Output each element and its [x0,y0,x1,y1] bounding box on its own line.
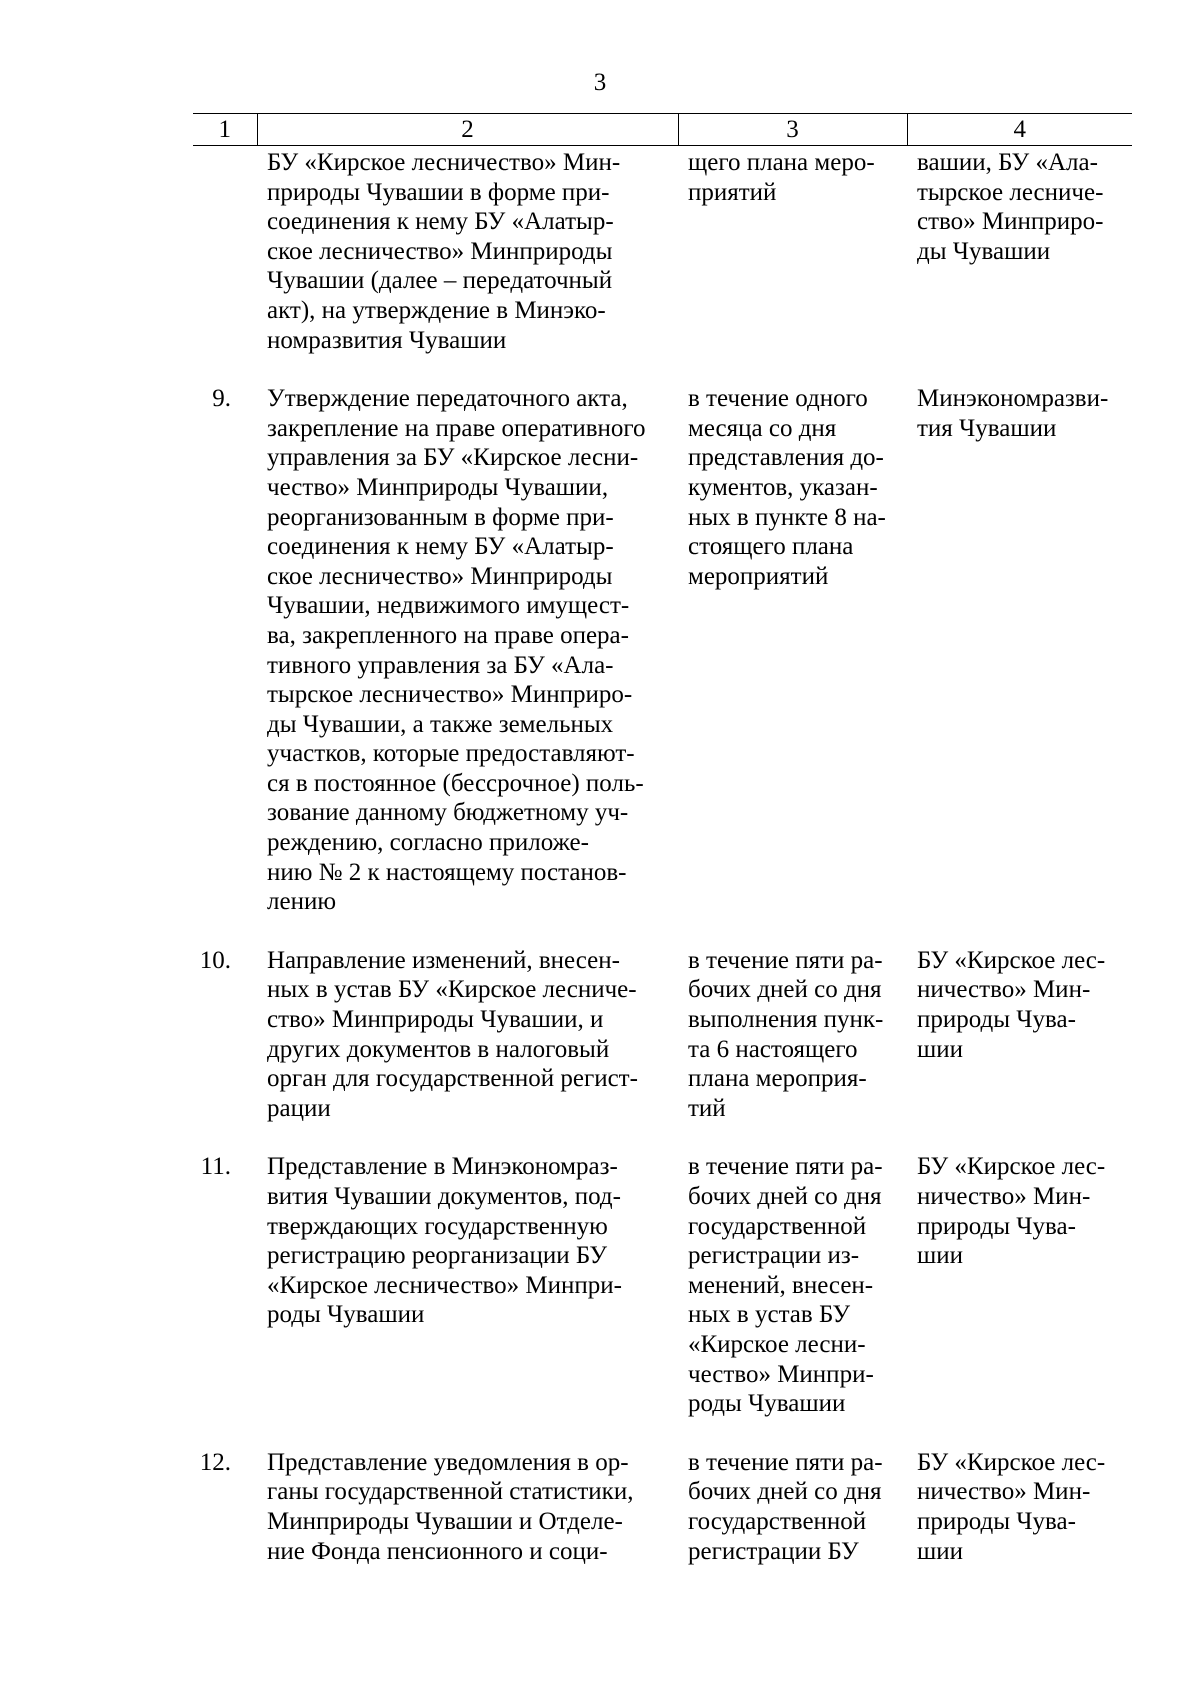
row-term: в течение одного месяца со дня представления до- кументов, указан- ных в пункте 8 на- стоящего плана мероприятий [688,385,886,590]
table-header [193,114,1132,146]
row-responsible: БУ «Кирское лес- ничество» Мин- природы Чува- шии [917,946,1106,1063]
row-term: в течение пяти ра- бочих дней со дня государственной регистрации из- менений, внесен- ных в устав БУ «Кирское лесни- чество» Минпри- роды Чувашии [688,1153,883,1418]
row-description: Утверждение передаточного акта, закрепление на праве оперативного управления за БУ «Кирское лесни- чество» Минприроды Чувашии, реорганизованным в форме при- соединения к нему БУ «Алатыр- ское лесничество» Минприроды Чувашии, недвижимого имущест- ва, закрепленного на праве опера- тивного управления за БУ «Ала- тырское лесничество» Минприро- ды Чувашии, а также земельных участков, которые предоставляют- ся в постоянное (бессрочное) поль- зование данному бюджетному уч- реждению, согласно приложе- нию № 2 к настоящему постанов- лению [267,385,646,916]
row-term: в течение пяти ра- бочих дней со дня выполнения пунк- та 6 настоящего плана мероприя- тий [688,946,884,1122]
table-row [193,1152,1132,1447]
row-responsible: вашии, БУ «Ала- тырское лесниче- ство» Минприро- ды Чувашии [917,149,1104,265]
header-col-4: 4 [907,114,1132,146]
row-number: 9. [212,385,231,413]
table-row [193,946,1132,1153]
row-responsible: БУ «Кирское лес- ничество» Мин- природы Чува- шии [917,1153,1106,1270]
table-body [193,146,1132,1567]
row-description: Направление изменений, внесен- ных в устав БУ «Кирское лесниче- ство» Минприроды Чувашии, и других документов в налоговый орган для государственной регист- рации [267,946,638,1122]
header-col-2: 2 [257,114,678,146]
table-row [193,384,1132,946]
row-responsible: Минэкономразви- тия Чувашии [917,385,1109,442]
row-description: Представление уведомления в ор- ганы государственной статистики, Минприроды Чувашии и Отделе- ние Фонда пенсионного и соци- [267,1448,634,1565]
page-number: 3 [593,69,607,96]
row-number: 12. [199,1448,231,1476]
table-row [193,1448,1132,1566]
table-row [193,146,1132,385]
row-term: в течение пяти ра- бочих дней со дня государственной регистрации БУ [688,1448,883,1565]
header-col-1: 1 [193,114,257,146]
row-number [193,146,257,385]
row-number: 11. [200,1153,231,1181]
row-number: 10. [199,946,231,974]
header-col-3: 3 [678,114,907,146]
row-description: Представление в Минэкономраз- вития Чувашии документов, под- тверждающих государственную регистрацию реорганизации БУ «Кирское лесничество» Минпри- роды Чувашии [267,1153,622,1329]
row-term: щего плана меро- приятий [688,149,875,206]
row-description: БУ «Кирское лесничество» Мин- природы Чувашии в форме при- соединения к нему БУ «Алатыр- ское лесничество» Минприроды Чувашии (далее – передаточный акт), на утверждение в Минэко- номразвития Чувашии [267,149,621,354]
header-row [193,114,1132,146]
row-responsible: БУ «Кирское лес- ничество» Мин- природы Чува- шии [917,1448,1106,1565]
action-plan-table [193,113,1132,1566]
